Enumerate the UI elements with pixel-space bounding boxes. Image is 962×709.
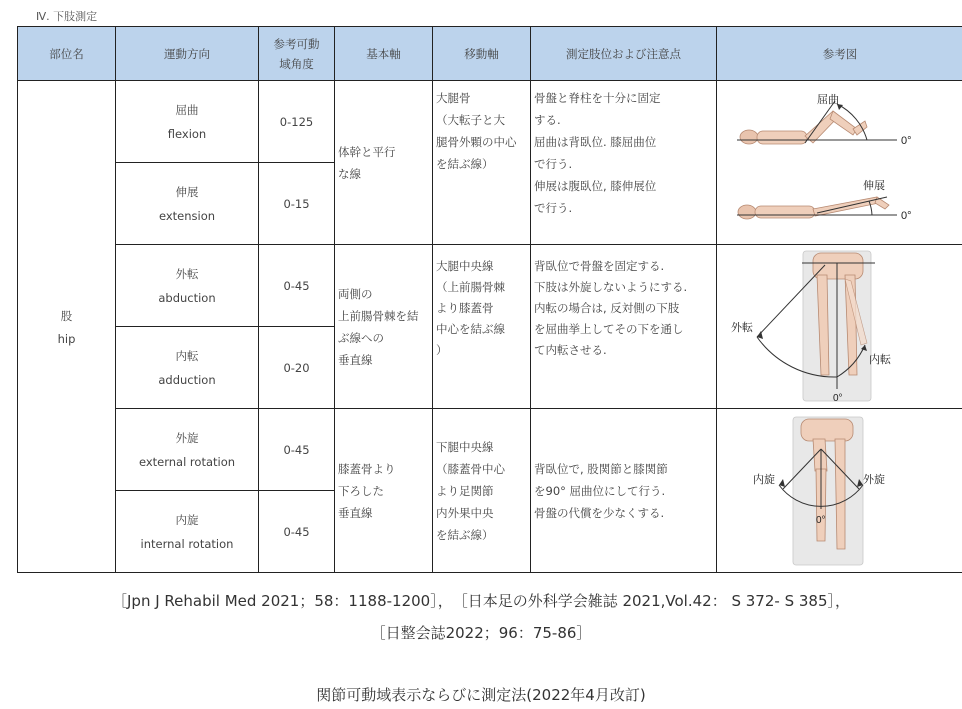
flexion-body-illustration bbox=[740, 111, 867, 144]
moving-line: 中心を結ぶ線 bbox=[436, 322, 505, 336]
extension-body-illustration bbox=[738, 197, 889, 219]
moving-line: 腿骨外顆の中心 bbox=[436, 135, 517, 149]
motion-en: abduction bbox=[158, 290, 216, 305]
hip-abduction-adduction-figure bbox=[717, 245, 962, 408]
range-cell: 0-20 bbox=[259, 327, 335, 409]
figure-cell bbox=[717, 245, 962, 409]
base-line: 両側の bbox=[338, 286, 373, 301]
motion-jp: 伸展 bbox=[175, 184, 199, 199]
moving-line: （上前腸骨棘 bbox=[436, 280, 505, 294]
external-rotation-label: 外旋 bbox=[863, 474, 885, 486]
figure-cell bbox=[717, 81, 962, 245]
base-axis-cell bbox=[335, 81, 433, 245]
header-motion: 運動方向 bbox=[116, 27, 259, 81]
moving-axis-cell bbox=[433, 245, 531, 409]
range-cell: 0-45 bbox=[259, 245, 335, 327]
header-range bbox=[259, 27, 335, 81]
notes-line: する. bbox=[534, 113, 561, 127]
figure-cell bbox=[717, 409, 962, 573]
motion-en: external rotation bbox=[138, 454, 236, 469]
header-notes: 測定肢位および注意点 bbox=[531, 27, 717, 81]
adduction-label: 内転 bbox=[869, 354, 891, 366]
hip-rotation-figure bbox=[717, 409, 962, 572]
moving-line: ） bbox=[436, 343, 448, 357]
moving-line: （大転子と大 bbox=[436, 113, 505, 127]
header-range-line2: 域角度 bbox=[279, 56, 314, 71]
base-line: な線 bbox=[338, 166, 361, 181]
range-cell: 0-15 bbox=[259, 163, 335, 245]
notes-line: 骨盤と脊柱を十分に固定 bbox=[534, 91, 661, 105]
header-part: 部位名 bbox=[18, 27, 116, 81]
moving-line: を結ぶ線） bbox=[436, 157, 494, 171]
table-header-row bbox=[18, 27, 962, 81]
motion-cell bbox=[116, 245, 259, 327]
header-base-axis: 基本軸 bbox=[335, 27, 433, 81]
notes-line: で行う. bbox=[534, 201, 573, 215]
motion-en: internal rotation bbox=[140, 536, 234, 551]
notes-cell bbox=[531, 245, 717, 409]
motion-jp: 内転 bbox=[175, 348, 199, 363]
notes-line: 骨盤の代償を少なくする. bbox=[534, 505, 665, 520]
notes-line: 背臥位で, 股関節と膝関節 bbox=[534, 461, 668, 476]
moving-line: （膝蓋骨中心 bbox=[436, 461, 505, 476]
header-figure: 参考図 bbox=[717, 27, 962, 81]
notes-line: で行う. bbox=[534, 157, 573, 171]
range-cell: 0-45 bbox=[259, 409, 335, 491]
part-jp: 股 bbox=[60, 308, 73, 323]
motion-jp: 内旋 bbox=[175, 512, 199, 527]
motion-cell bbox=[116, 491, 259, 573]
table-row bbox=[18, 81, 962, 163]
base-line: 上前腸骨棘を結 bbox=[338, 308, 419, 323]
motion-cell bbox=[116, 409, 259, 491]
range-cell: 0-45 bbox=[259, 491, 335, 573]
base-line: 垂直線 bbox=[338, 352, 373, 367]
footer-title: 関節可動域表示ならびに測定法(2022年4月改訂) bbox=[316, 686, 646, 704]
abduction-label: 外転 bbox=[731, 322, 753, 334]
notes-line: を屈曲挙上してその下を通し bbox=[534, 322, 684, 336]
notes-line: て内転させる. bbox=[534, 343, 607, 357]
notes-cell bbox=[531, 409, 717, 573]
table-row bbox=[18, 409, 962, 491]
part-en: hip bbox=[57, 331, 76, 346]
header-range-line1: 参考可動 bbox=[273, 36, 320, 51]
base-line: ぶ線への bbox=[338, 330, 384, 345]
notes-cell bbox=[531, 81, 717, 245]
base-line: 体幹と平行 bbox=[338, 144, 396, 159]
moving-line: より足関節 bbox=[436, 483, 494, 498]
motion-en: extension bbox=[158, 208, 216, 223]
flexion-zero-label: 0° bbox=[901, 135, 912, 147]
range-cell: 0-125 bbox=[259, 81, 335, 163]
notes-line: 内転の場合は, 反対側の下肢 bbox=[534, 301, 680, 315]
motion-en: flexion bbox=[167, 126, 207, 141]
abduction-zero-label: 0° bbox=[833, 393, 843, 404]
extension-moving-line bbox=[817, 197, 887, 213]
reference-line-2: ［日整会誌2022；96：75-86］ bbox=[370, 624, 592, 642]
reference-line-1: ［Jpn J Rehabil Med 2021；58：1188-1200］， ［日本足の外科学会雑誌 2021,Vol.42： S 372- S 385］， bbox=[112, 592, 850, 610]
motion-jp: 屈曲 bbox=[175, 102, 199, 117]
section-title: Ⅳ. 下肢測定 bbox=[36, 10, 98, 23]
moving-line: 大腿中央線 bbox=[436, 259, 494, 273]
internal-rotation-label: 内旋 bbox=[753, 474, 775, 486]
notes-line: 屈曲は背臥位. 膝屈曲位 bbox=[534, 135, 657, 149]
motion-cell bbox=[116, 81, 259, 163]
moving-line: を結ぶ線） bbox=[436, 527, 494, 542]
notes-line: 伸展は腹臥位, 膝伸展位 bbox=[534, 179, 657, 193]
motion-cell bbox=[116, 163, 259, 245]
notes-line: 背臥位で骨盤を固定する. bbox=[534, 259, 665, 273]
base-line: 膝蓋骨より bbox=[338, 461, 396, 476]
notes-line: 下肢は外旋しないようにする. bbox=[534, 280, 688, 294]
moving-axis-cell bbox=[433, 81, 531, 245]
extension-zero-label: 0° bbox=[901, 210, 912, 222]
hip-flexion-extension-figure bbox=[717, 81, 962, 244]
base-line: 下ろした bbox=[338, 483, 384, 498]
rotation-zero-label: 0° bbox=[816, 515, 826, 526]
moving-line: 大腿骨 bbox=[436, 91, 471, 105]
moving-line: 内外果中央 bbox=[436, 505, 494, 520]
motion-cell bbox=[116, 327, 259, 409]
table-row bbox=[18, 245, 962, 327]
moving-line: より膝蓋骨 bbox=[436, 301, 494, 315]
extension-label: 伸展 bbox=[863, 180, 885, 192]
motion-jp: 外旋 bbox=[175, 430, 199, 445]
flexion-label: 屈曲 bbox=[817, 94, 839, 106]
base-axis-cell bbox=[335, 409, 433, 573]
moving-line: 下腿中央線 bbox=[436, 439, 494, 454]
motion-jp: 外転 bbox=[175, 266, 199, 281]
base-line: 垂直線 bbox=[338, 505, 373, 520]
notes-line: を90° 屈曲位にして行う. bbox=[534, 483, 666, 498]
rom-table bbox=[17, 26, 962, 573]
base-axis-cell bbox=[335, 245, 433, 409]
motion-en: adduction bbox=[158, 372, 216, 387]
moving-axis-cell bbox=[433, 409, 531, 573]
part-cell bbox=[18, 81, 116, 573]
header-moving-axis: 移動軸 bbox=[433, 27, 531, 81]
